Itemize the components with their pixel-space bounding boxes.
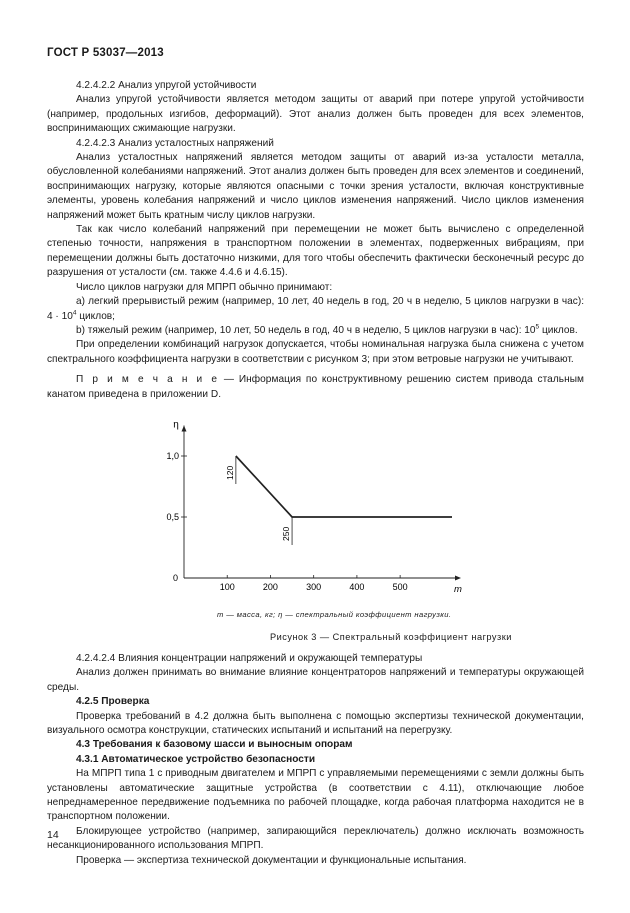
list-item-a (47, 295, 584, 324)
paragraph: Анализ должен принимать во внимание влияние концентраторов напряжений и температуры окружающей среды. (47, 667, 584, 693)
paragraph: Блокирующее устройство (например, запирающийся переключатель) должно исключать возможность несанкционированного использования МПРП. (47, 825, 584, 852)
paragraph: Проверка — экспертиза технической документации и функциональные испытания. (76, 854, 467, 866)
list-item-a-exponent: 4 (72, 309, 77, 317)
section-heading-4-3: 4.3 Требования к базовому шасси и выносным опорам (76, 739, 353, 751)
paragraph: Число циклов нагрузки для МПРП обычно принимают: (76, 281, 333, 293)
x-tick-label: 100 (219, 581, 235, 592)
x-tick-label: 200 (262, 581, 278, 592)
annotation-label-120: 120 (224, 465, 235, 480)
page-content (47, 79, 584, 868)
note-text: — Информация по конструктивному решению систем привода стальным канатом приведена в приложении D. (47, 374, 584, 400)
paragraph: Анализ усталостных напряжений является методом защиты от аварий из-за усталости металла, обусловленной колебаниями напряжений. Этот анализ должен быть проведен для всех элементов и соединений, воспринимающих нагрузку, которые являются опасными с точки зрения усталости, включая конструктивные элементы, уровень колебания напряжений и число циклов изменения напряжений. Число циклов изменения напряжений может быть кратным числу циклов нагрузки. (47, 152, 584, 221)
paragraph: При определении комбинаций нагрузок допускается, чтобы номинальная нагрузка была снижена с учетом спектрального коэффициента нагрузки в соответствии с рисунком 3; при этом ветровые нагрузки не учитывают. (47, 339, 584, 365)
document-header: ГОСТ Р 53037—2013 (47, 47, 164, 59)
list-item-b-end: циклов. (539, 324, 578, 336)
x-tick-label: 300 (306, 581, 322, 592)
note-label: П р и м е ч а н и е (76, 374, 220, 386)
paragraph: Анализ упругой устойчивости является методом защиты от аварий при потере упругой устойчивости (например, продольных изгибов, деформаций). Этот анализ должен быть проведен для всех элементов, воспринимающих сжимающие нагрузки. (47, 94, 584, 135)
list-item-b (47, 324, 584, 338)
note (47, 373, 584, 402)
figure-legend: m — масса, кг; η — спектральный коэффициент нагрузки. (217, 609, 452, 619)
spectral-factor-chart (47, 402, 584, 617)
section-heading-4-2-4-2-2: 4.2.4.2.2 Анализ упругой устойчивости (76, 80, 257, 91)
y-tick-label: 0 (172, 572, 178, 583)
section-heading-4-2-4-2-4: 4.2.4.2.4 Влияния концентрации напряжений и окружающей температуры (76, 652, 423, 664)
y-axis-label: η (173, 419, 179, 431)
paragraph: Так как число колебаний напряжений при перемещении не может быть вычислено с определенной степенью точности, напряжения в транспортном положении в элементах, подверженных вибрациям, при перемещении должны быть достаточно низкими, для того чтобы обеспечить фактически бесконечный ресурс до разрушения от усталости (см. также 4.4.6 и 4.6.15). (47, 224, 584, 279)
y-axis-arrow (182, 425, 187, 431)
section-heading-4-2-5: 4.2.5 Проверка (76, 696, 150, 708)
paragraph: Проверка требований в 4.2 должна быть выполнена с помощью экспертизы технической документации, визуального осмотра конструкции, статических испытаний и испытаний на перегрузку. (47, 710, 584, 736)
page-number: 14 (47, 829, 59, 841)
list-item-b-text: b) тяжелый режим (например, 10 лет, 50 недель в год, 40 ч в неделю, 5 циклов нагрузки в час): 10 (76, 324, 536, 336)
section-heading-4-3-1: 4.3.1 Автоматическое устройство безопасности (76, 753, 316, 765)
x-axis-arrow (455, 575, 461, 580)
y-tick-label: 1,0 (166, 450, 179, 461)
annotation-label-250: 250 (281, 526, 292, 541)
x-tick-label: 500 (392, 581, 408, 592)
figure-caption: Рисунок 3 — Спектральный коэффициент нагрузки (270, 631, 512, 642)
paragraph: На МПРП типа 1 с приводным двигателем и МПРП с управляемыми перемещениями с земли должны быть установлены автоматические защитные устройства (в соответствии с 4.11), отключающие любое непреднамеренное передвижение подъемника по рабочей площадке, когда рабочая платформа находится не в транспортном положении. (47, 768, 584, 823)
x-axis-label: m (454, 583, 462, 595)
y-tick-label: 0,5 (166, 511, 179, 522)
figure-3 (47, 402, 584, 640)
list-item-a-end: циклов; (76, 310, 115, 322)
x-tick-label: 400 (349, 581, 365, 592)
section-heading-4-2-4-2-3: 4.2.4.2.3 Анализ усталостных напряжений (76, 137, 274, 149)
spectral-factor-line (236, 456, 452, 517)
list-item-b-exponent: 5 (535, 323, 540, 331)
list-item-a-text: а) легкий прерывистый режим (например, 10 лет, 40 недель в год, 20 ч в неделю, 5 циклов нагрузки в час): 4 · 10 (47, 296, 584, 322)
